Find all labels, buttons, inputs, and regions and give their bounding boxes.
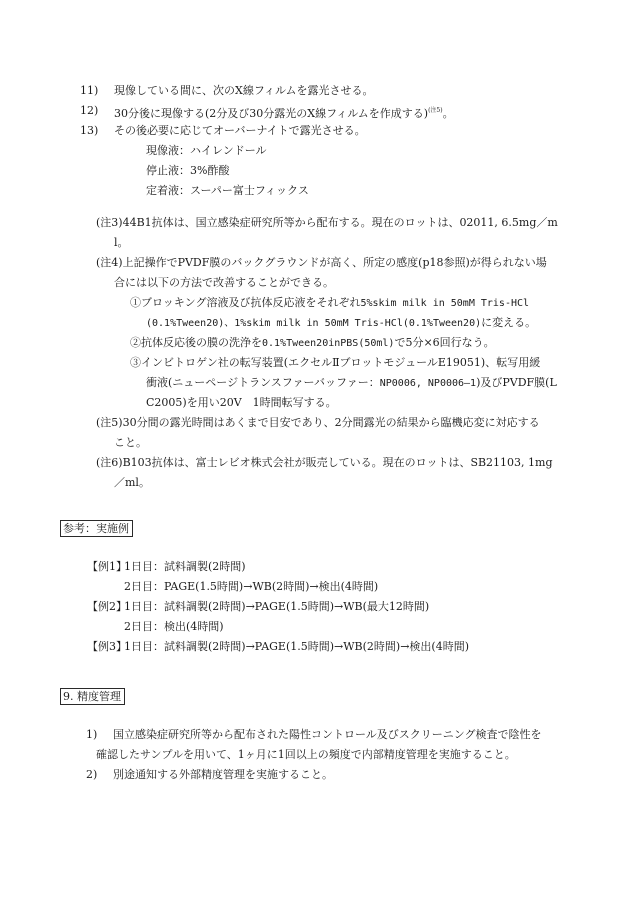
step-text-tail: 。 (442, 107, 454, 120)
step-text: その後必要に応じてオーバーナイトで露光させる。 (114, 124, 366, 137)
item-number: 2) (86, 768, 98, 781)
step-text: 30分後に現像する(2分及び30分露光のX線フィルムを作成する) (114, 107, 429, 120)
example-day-2: 2日目：PAGE(1.5時間)→WB(2時間)→検出(4時間) (124, 580, 379, 593)
example-label: 【例2】 (87, 600, 127, 613)
solution-developer: 現像液：ハイレンドール (146, 144, 267, 157)
example-label: 【例3】 (87, 640, 127, 653)
note-line: こと。 (114, 436, 147, 449)
note-line: (注4)上記操作でPVDF膜のバックグラウンドが高く、所定の感度(p18参照)が得られない場 (96, 256, 547, 269)
solution-stop: 停止液：3%酢酸 (146, 164, 230, 177)
note4-item-3-text: 衝液(ニューページトランスファーバッファー： (146, 376, 380, 389)
note-line: l。 (114, 236, 129, 249)
step-number: 11) (80, 84, 99, 97)
section-9-heading: 9. 精度管理 (60, 688, 125, 705)
note4-item-2-text: ②抗体反応後の膜の洗浄を (130, 336, 262, 349)
item-line: 国立感染症研究所等から配布された陽性コントロール及びスクリーニング検査で陰性を (113, 728, 542, 741)
example-day-1: 1日目：試料調製(2時間) (124, 560, 246, 573)
note4-item-2-tail: で5分×6回行なう。 (394, 336, 495, 349)
step-text-line (114, 104, 454, 121)
note-line: ／ml。 (114, 476, 150, 489)
example-day-1: 1日目：試料調製(2時間)→PAGE(1.5時間)→WB(最大12時間) (124, 600, 430, 613)
item-line: 確認したサンプルを用いて、1ヶ月に1回以上の頻度で内部精度管理を実施すること。 (96, 748, 516, 761)
step-number: 12) (80, 104, 99, 117)
example-day-1: 1日目：試料調製(2時間)→PAGE(1.5時間)→WB(2時間)→検出(4時間) (124, 640, 470, 653)
note4-item-1 (130, 296, 529, 311)
solution-fixer: 定着液：スーパー富士フィックス (146, 184, 309, 197)
item-number: 1) (86, 728, 98, 741)
note4-item-3: ③インビトロゲン社の転写装置(エクセルⅡブロットモジュールE19051)、転写用緩 (130, 356, 541, 369)
step-number: 13) (80, 124, 99, 137)
note-line: (注3)44B1抗体は、国立感染症研究所等から配布する。現在のロットは、02011, 6.5mg／m (96, 216, 558, 229)
note-line: (注5)30分間の露光時間はあくまで目安であり、2分間露光の結果から臨機応変に対応する (96, 416, 540, 429)
note-line: (注6)B103抗体は、富士レビオ株式会社が販売している。現在のロットは、SB21103, 1mg (96, 456, 553, 469)
note4-item-2-reagent: 0.1%Tween20inPBS(50ml) (262, 338, 395, 349)
note4-item-1-cont (146, 316, 536, 331)
example-day-2: 2日目：検出(4時間) (124, 620, 224, 633)
note4-item-2 (130, 336, 495, 351)
note-line: 合には以下の方法で改善することができる。 (114, 276, 334, 289)
note-reference: (注5) (428, 107, 443, 114)
note4-item-1-reagent-2: (0.1%Tween20)、1%skim milk in 50mM Tris-HCl(0.1%Tween20) (146, 318, 482, 329)
note4-item-1-tail: に変える。 (481, 316, 537, 329)
note4-item-3-tail: )及びPVDF膜(L (476, 376, 557, 389)
note4-item-3-cont (146, 376, 557, 391)
example-label: 【例1】 (87, 560, 127, 573)
note4-item-1-reagent: 5%skim milk in 50mM Tris-HCl (360, 298, 530, 309)
note4-item-3-cont2: C2005)を用い20V 1時間転写する。 (146, 396, 337, 409)
note4-item-1-text: ①ブロッキング溶液及び抗体反応液をそれぞれ (130, 296, 361, 309)
note4-item-3-codes: NP0006, NP0006—1 (379, 378, 477, 389)
reference-heading: 参考：実施例 (60, 520, 133, 537)
item-line: 別途通知する外部精度管理を実施すること。 (113, 768, 333, 781)
step-text: 現像している間に、次のX線フィルムを露光させる。 (114, 84, 374, 97)
